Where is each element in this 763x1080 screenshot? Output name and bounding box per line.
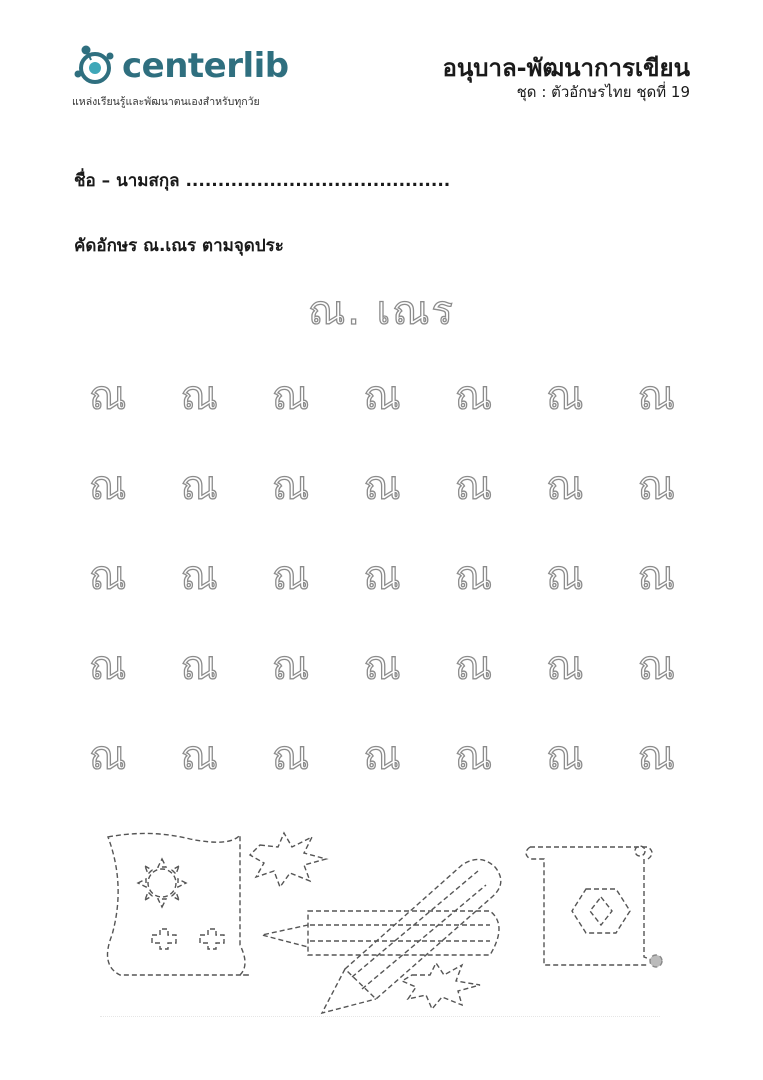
trace-char-cell: ณ bbox=[89, 463, 127, 509]
trace-char-cell: ณ bbox=[363, 643, 401, 689]
starburst-icon bbox=[250, 833, 326, 887]
trace-char-cell: ณ bbox=[180, 643, 218, 689]
trace-char-cell: ณ bbox=[637, 733, 675, 779]
tracing-illustration bbox=[90, 825, 690, 1025]
hexagon-icon bbox=[572, 889, 630, 933]
sun-icon bbox=[138, 859, 186, 907]
starburst-icon bbox=[402, 963, 480, 1009]
molecule-icon bbox=[70, 40, 120, 90]
trace-char-cell: ณ bbox=[272, 643, 310, 689]
trace-char-cell: ณ bbox=[89, 733, 127, 779]
trace-char-cell: ณ bbox=[363, 733, 401, 779]
trace-char-cell: ณ bbox=[546, 553, 584, 599]
trace-char-cell: ณ bbox=[546, 643, 584, 689]
instruction-text: คัดอักษร ณ.เณร ตามจุดประ bbox=[74, 236, 284, 256]
trace-char-cell: ณ bbox=[637, 643, 675, 689]
map-icon bbox=[108, 833, 251, 975]
flower-icon bbox=[152, 929, 224, 949]
trace-char-cell: ณ bbox=[637, 373, 675, 419]
trace-char-cell: ณ bbox=[272, 553, 310, 599]
trace-char-cell: ณ bbox=[546, 463, 584, 509]
trace-char-cell: ณ bbox=[454, 733, 492, 779]
page-title: อนุบาล-พัฒนาการเขียน bbox=[442, 54, 690, 82]
trace-char-cell: ณ bbox=[454, 643, 492, 689]
trace-word: ณ. เณร bbox=[308, 288, 455, 334]
trace-char-cell: ณ bbox=[454, 463, 492, 509]
header bbox=[0, 0, 763, 120]
trace-char-cell: ณ bbox=[454, 373, 492, 419]
name-field: ชื่อ – นามสกุล ......................................... bbox=[74, 171, 451, 191]
pencil-icon bbox=[262, 859, 501, 1013]
page-subtitle: ชุด : ตัวอักษรไทย ชุดที่ 19 bbox=[516, 83, 690, 101]
trace-char-cell: ณ bbox=[637, 553, 675, 599]
brand-logo bbox=[70, 40, 310, 110]
brand-tagline: แหล่งเรียนรู้และพัฒนาตนเองสำหรับทุกวัย bbox=[72, 96, 260, 108]
brand-name: centerlib bbox=[122, 46, 289, 86]
trace-char-cell: ณ bbox=[180, 553, 218, 599]
trace-char-cell: ณ bbox=[272, 463, 310, 509]
trace-char-cell: ณ bbox=[180, 733, 218, 779]
trace-char-cell: ณ bbox=[89, 643, 127, 689]
trace-grid bbox=[62, 368, 702, 818]
trace-char-cell: ณ bbox=[363, 553, 401, 599]
trace-char-cell: ณ bbox=[89, 553, 127, 599]
trace-char-cell: ณ bbox=[546, 373, 584, 419]
trace-char-cell: ณ bbox=[637, 463, 675, 509]
trace-char-cell: ณ bbox=[89, 373, 127, 419]
trace-char-cell: ณ bbox=[180, 373, 218, 419]
divider bbox=[100, 1016, 660, 1018]
trace-char-cell: ณ bbox=[546, 733, 584, 779]
trace-char-cell: ณ bbox=[363, 373, 401, 419]
trace-char-cell: ณ bbox=[272, 733, 310, 779]
trace-char-cell: ณ bbox=[363, 463, 401, 509]
trace-char-cell: ณ bbox=[454, 553, 492, 599]
trace-char-cell: ณ bbox=[272, 373, 310, 419]
trace-char-cell: ณ bbox=[180, 463, 218, 509]
